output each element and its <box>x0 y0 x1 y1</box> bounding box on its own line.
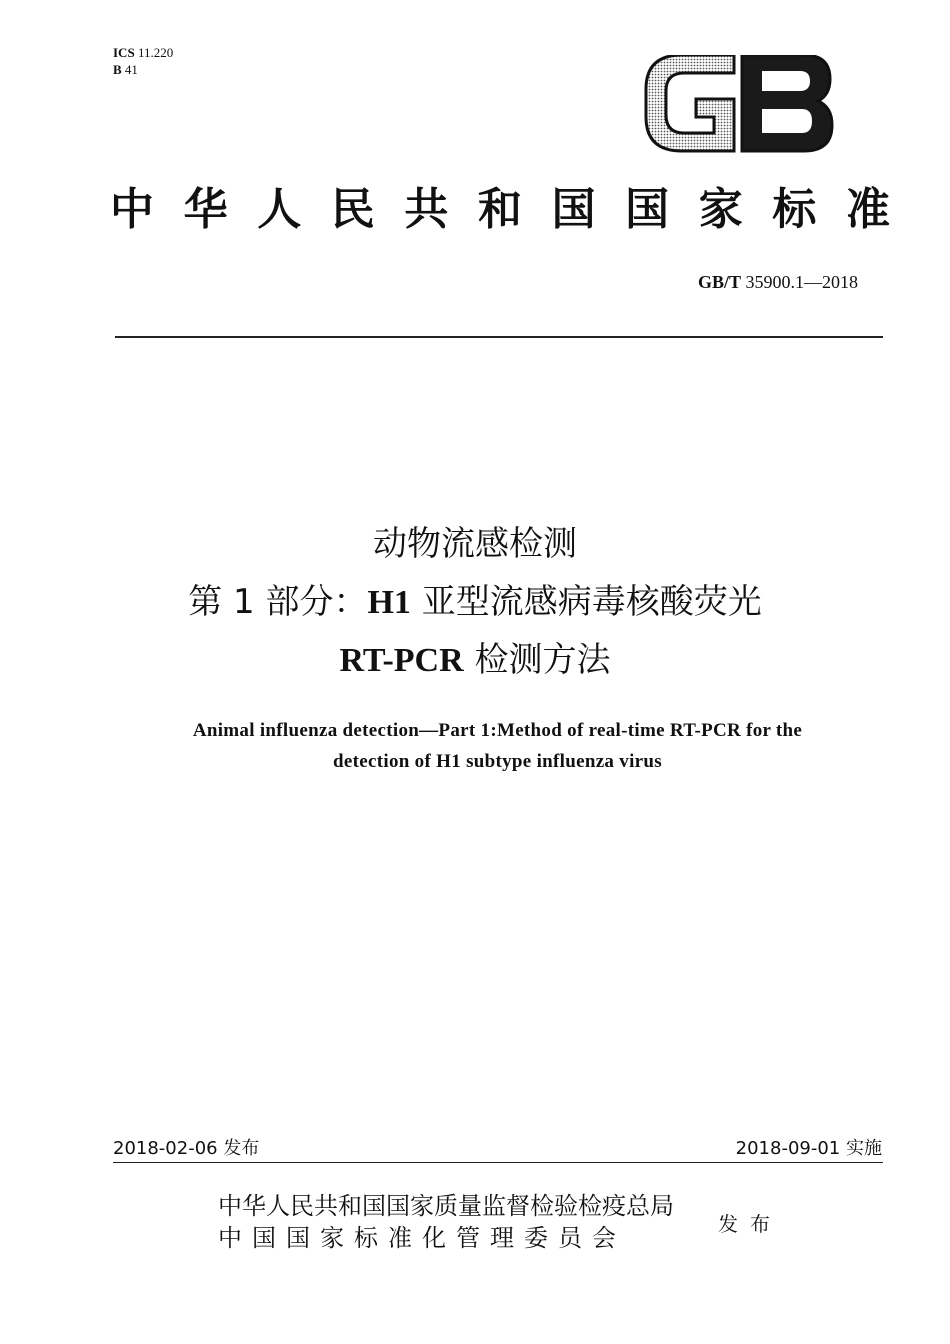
issuer-line-1: 中华人民共和国国家质量监督检验检疫总局 <box>218 1192 674 1220</box>
title-char: 华 <box>183 184 228 235</box>
footer-divider <box>113 1162 883 1163</box>
cn-title-line-1: 动物流感检测 <box>373 524 577 564</box>
cn-title-line-2: 第 1 部分：H1 亚型流感病毒核酸荧光 <box>188 582 762 622</box>
publish-label: 发布 <box>718 1212 782 1236</box>
ccs-code: B 41 <box>113 62 138 77</box>
gb-logo <box>642 55 834 153</box>
en-title-line-1: Animal influenza detection—Part 1:Method of real-time RT-PCR for the <box>192 720 803 741</box>
title-char: 民 <box>330 184 375 235</box>
title-char: 准 <box>845 184 890 235</box>
en-title-line-2: detection of H1 subtype influenza virus <box>333 751 662 772</box>
classification-codes <box>113 44 173 78</box>
title-char: 标 <box>772 184 817 235</box>
issuing-authorities <box>218 1190 674 1254</box>
title-char: 共 <box>404 184 449 235</box>
cn-title-line-3: RT-PCR 检测方法 <box>339 640 611 680</box>
title-char: 家 <box>698 184 743 235</box>
title-char: 国 <box>551 184 596 235</box>
title-char: 中 <box>110 184 154 235</box>
title-char: 国 <box>625 184 670 235</box>
title-char: 人 <box>257 184 302 235</box>
standard-type-title <box>110 182 890 238</box>
title-char: 和 <box>477 184 522 235</box>
ics-code: ICS 11.220 <box>113 45 174 60</box>
standard-number: GB/T 35900.1—2018 <box>697 272 858 292</box>
implementation-date: 2018-09-01 实施 <box>735 1138 882 1159</box>
header-divider <box>115 336 883 338</box>
issue-date: 2018-02-06 发布 <box>113 1138 260 1159</box>
issuer-line-2: 中国国家标准化管理委员会 <box>218 1224 626 1252</box>
